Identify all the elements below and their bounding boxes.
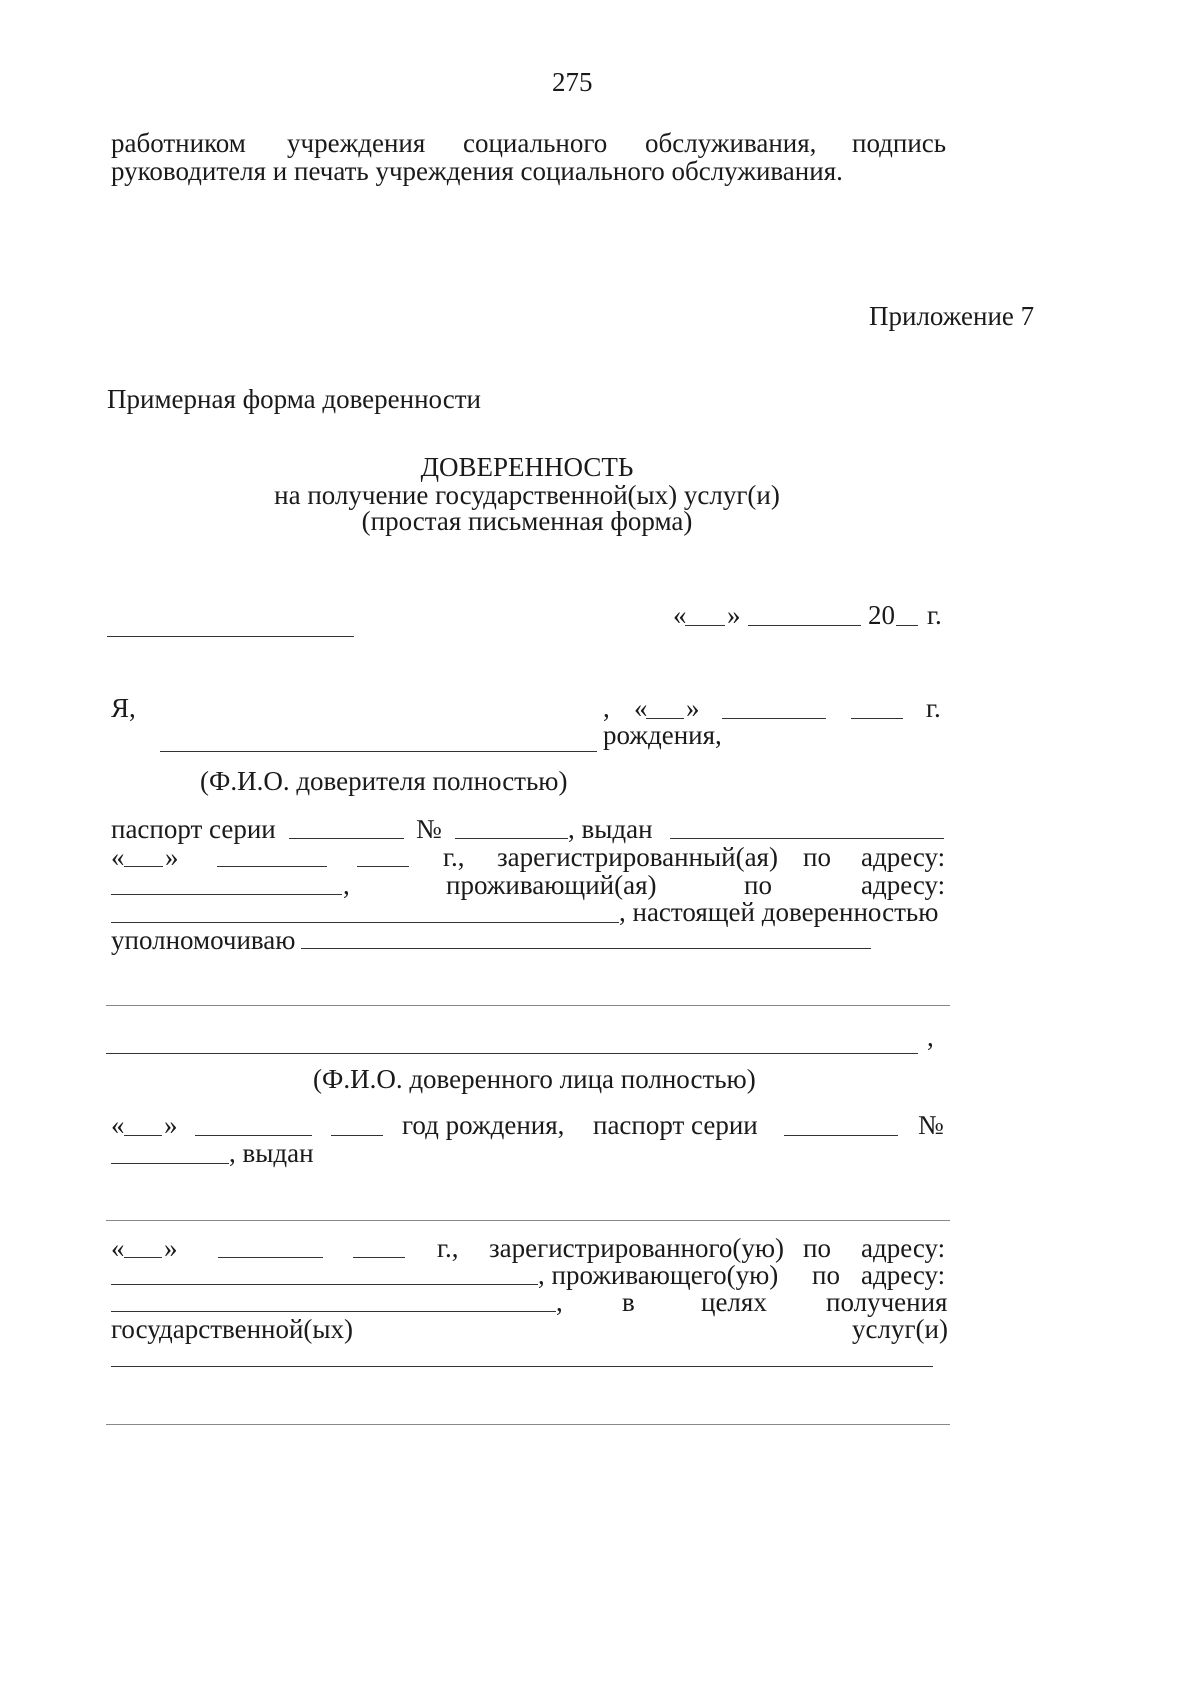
agent-name-line-1 — [106, 1005, 950, 1006]
issue-quote-close: » — [165, 842, 179, 872]
agent-living-comma: , — [556, 1287, 563, 1317]
purpose-receiving: получения — [826, 1287, 948, 1317]
document-subtitle-2: (простая письменная форма) — [361, 506, 693, 536]
date-month-blank — [748, 625, 861, 626]
passport-issued-blank — [670, 838, 944, 839]
agent-day-blank — [124, 1135, 162, 1136]
appendix-label: Приложение 7 — [869, 301, 1035, 331]
agent-living-po: по — [812, 1260, 840, 1290]
agent-living-address: адресу: — [861, 1260, 946, 1290]
date-year-blank — [896, 625, 918, 626]
agent-living-label: , проживающего(ую) — [538, 1260, 779, 1290]
principal-month-blank — [722, 718, 826, 719]
this-power-label: , настоящей доверенностью — [619, 897, 939, 927]
principal-comma: , — [603, 693, 610, 723]
agent-registered-address-blank — [111, 1284, 538, 1285]
intro-line-2: руководителя и печать учреждения социального обслуживания. — [111, 156, 843, 186]
principal-name-blank — [160, 751, 597, 752]
date-year-suffix: г. — [927, 600, 942, 630]
agent-issued-by-line — [106, 1220, 950, 1221]
agent-passport-series-blank — [784, 1135, 898, 1136]
document-subtitle-1: на получение государственной(ых) услуг(и) — [274, 480, 780, 510]
date-quote-close: » — [727, 600, 741, 630]
agent-number-blank — [111, 1163, 229, 1164]
agent-issue-g: г., — [437, 1233, 459, 1263]
purpose-v: в — [622, 1287, 635, 1317]
agent-registered-label: зарегистрированного(ую) — [489, 1233, 785, 1263]
agent-number-sign: № — [918, 1110, 944, 1140]
registered-comma: , — [343, 870, 350, 900]
document-title: ДОВЕРЕННОСТЬ — [420, 452, 634, 482]
date-quote-open: « — [673, 600, 687, 630]
services-blank — [111, 1366, 933, 1367]
ya-label: Я, — [111, 693, 136, 723]
agent-issue-year-blank — [353, 1257, 405, 1258]
principal-quote-open: « — [634, 693, 648, 723]
issue-month-blank — [217, 866, 327, 867]
date-day-blank — [685, 625, 725, 626]
issue-year-blank — [357, 866, 409, 867]
purpose-label: целях — [701, 1287, 767, 1317]
agent-issued-label: , выдан — [229, 1138, 314, 1168]
intro-word-5: подпись — [852, 128, 947, 158]
agent-month-blank — [195, 1135, 312, 1136]
principal-day-blank — [646, 718, 684, 719]
agent-fio-caption: (Ф.И.О. доверенного лица полностью) — [313, 1064, 756, 1094]
state-label: государственной(ых) — [111, 1314, 354, 1344]
agent-name-comma: , — [927, 1022, 934, 1052]
form-caption: Примерная форма доверенности — [107, 384, 481, 414]
principal-g: г. — [926, 693, 941, 723]
principal-birth-label: рождения, — [603, 720, 722, 750]
issue-g: г., — [443, 842, 465, 872]
agent-living-address-blank — [111, 1311, 556, 1312]
services-label: услуг(и) — [852, 1314, 948, 1344]
intro-word-4: обслуживания, — [645, 128, 817, 158]
place-blank — [107, 636, 354, 637]
agent-registered-address: адресу: — [861, 1233, 946, 1263]
issue-quote-open: « — [111, 842, 125, 872]
intro-word-2: учреждения — [287, 128, 426, 158]
agent-name-line-2 — [106, 1053, 918, 1054]
agent-issue-day-blank — [124, 1257, 162, 1258]
authorize-blank — [301, 948, 871, 949]
registered-label: зарегистрированный(ая) — [497, 842, 778, 872]
services-line-2 — [106, 1424, 950, 1425]
passport-issued-label: , выдан — [568, 814, 653, 844]
agent-issue-quote-close: » — [164, 1233, 178, 1263]
passport-series-label: паспорт серии — [111, 814, 276, 844]
agent-year-blank — [331, 1135, 383, 1136]
agent-quote-close: » — [164, 1110, 178, 1140]
living-label: проживающий(ая) — [446, 870, 657, 900]
agent-issue-month-blank — [218, 1257, 323, 1258]
agent-birth-year-label: год рождения, — [402, 1110, 565, 1140]
living-address-blank — [111, 922, 619, 923]
registered-address: адресу: — [861, 842, 946, 872]
passport-number-blank — [455, 838, 568, 839]
agent-registered-po: по — [803, 1233, 831, 1263]
living-po: по — [744, 870, 772, 900]
agent-issue-quote-open: « — [111, 1233, 125, 1263]
principal-quote-close: » — [686, 693, 700, 723]
page-number: 275 — [552, 67, 593, 97]
registered-po: по — [803, 842, 831, 872]
intro-word-3: социального — [463, 128, 608, 158]
registered-address-blank — [111, 894, 342, 895]
living-address: адресу: — [861, 870, 946, 900]
agent-passport-series-label: паспорт серии — [593, 1110, 758, 1140]
principal-year-blank — [851, 718, 903, 719]
passport-series-blank — [289, 838, 404, 839]
intro-word-1: работником — [111, 128, 246, 158]
authorize-label: уполномочиваю — [111, 925, 296, 955]
date-year-prefix: 20 — [868, 600, 895, 630]
principal-fio-caption: (Ф.И.О. доверителя полностью) — [200, 766, 568, 796]
passport-number-sign: № — [416, 814, 442, 844]
agent-quote-open: « — [111, 1110, 125, 1140]
issue-day-blank — [124, 866, 163, 867]
